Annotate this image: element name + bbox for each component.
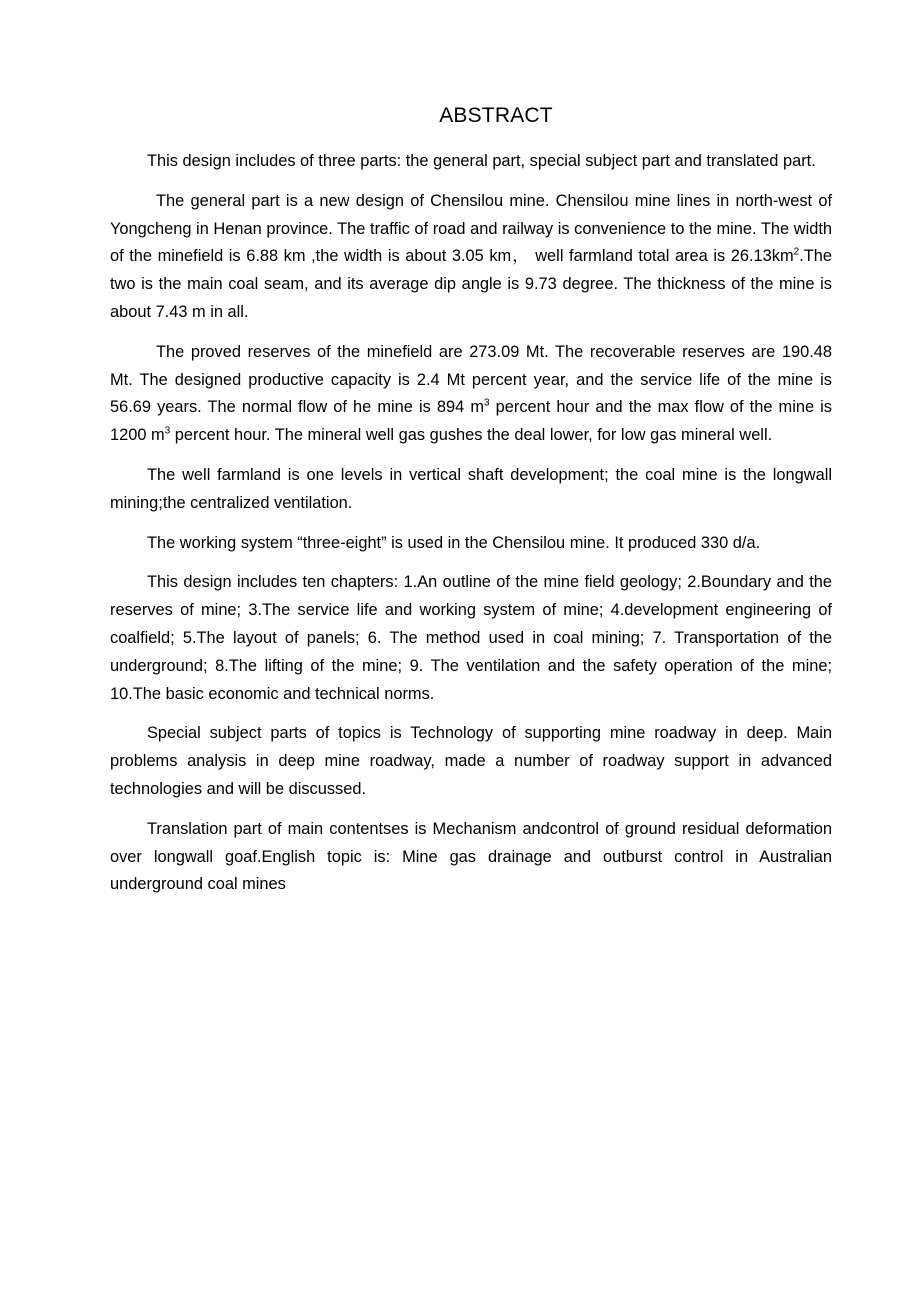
paragraph-text: The proved reserves of the minefield are 273.09 Mt. The recoverable reserves are 190.48 Mt. The designed productive capacity is 2.4 Mt percent year, and the service life of the mine is 56.69 years. The normal flow of he mine is 894 m xyxy=(110,342,832,417)
page-title: ABSTRACT xyxy=(439,104,553,127)
abstract-body xyxy=(110,100,832,911)
paragraph-general-part xyxy=(110,188,832,327)
superscript: 3 xyxy=(164,425,171,437)
paragraph-text: .The two is the main coal seam, and its average dip angle is 9.73 degree. The thickness of the mine is about 7.43 m in all. xyxy=(110,247,832,321)
paragraph-chapters: This design includes ten chapters: 1.An outline of the mine field geology; 2.Boundary and the reserves of mine; 3.The service life and working system of mine; 4.development engineering of coalfield; 5.The layout of panels; 6. The method used in coal mining; 7. Transportation of the underground; 8.The lifting of the mine; 9. The ventilation and the safety operation of the mine; 10.The basic economic and technical norms. xyxy=(110,573,832,703)
paragraph-text: The general part is a new design of Chensilou mine. Chensilou mine lines in north-west of Yongcheng in Henan province. The traffic of road and railway is convenience to the mine. The width of the minefield is 6.88 km ,the width is about 3.05 km， well farmland total area is 26.13km xyxy=(110,191,832,266)
paragraph-text: percent hour. The mineral well gas gushes the deal lower, for low gas mineral well. xyxy=(170,426,773,445)
paragraph-special-subject: Special subject parts of topics is Technology of supporting mine roadway in deep. Main problems analysis in deep mine roadway, made a number of roadway support in advanced technologies and will be discussed. xyxy=(110,724,832,798)
paragraph-reserves xyxy=(110,339,832,450)
paragraph-development: The well farmland is one levels in vertical shaft development; the coal mine is the longwall mining;the centralized ventilation. xyxy=(110,465,832,512)
superscript: 3 xyxy=(484,397,490,409)
paragraph-translation: Translation part of main contentses is Mechanism andcontrol of ground residual deformation over longwall goaf.English topic is: Mine gas drainage and outburst control in Australian underground coal mines xyxy=(110,819,832,894)
superscript: 2 xyxy=(793,246,800,258)
paragraph-working-system: The working system “three-eight” is used in the Chensilou mine. It produced 330 d/a. xyxy=(147,533,761,552)
paragraph-overview: This design includes of three parts: the general part, special subject part and translated part. xyxy=(147,152,816,170)
paragraph-text: percent hour and the max flow of the mine is 1200 m xyxy=(110,398,833,445)
